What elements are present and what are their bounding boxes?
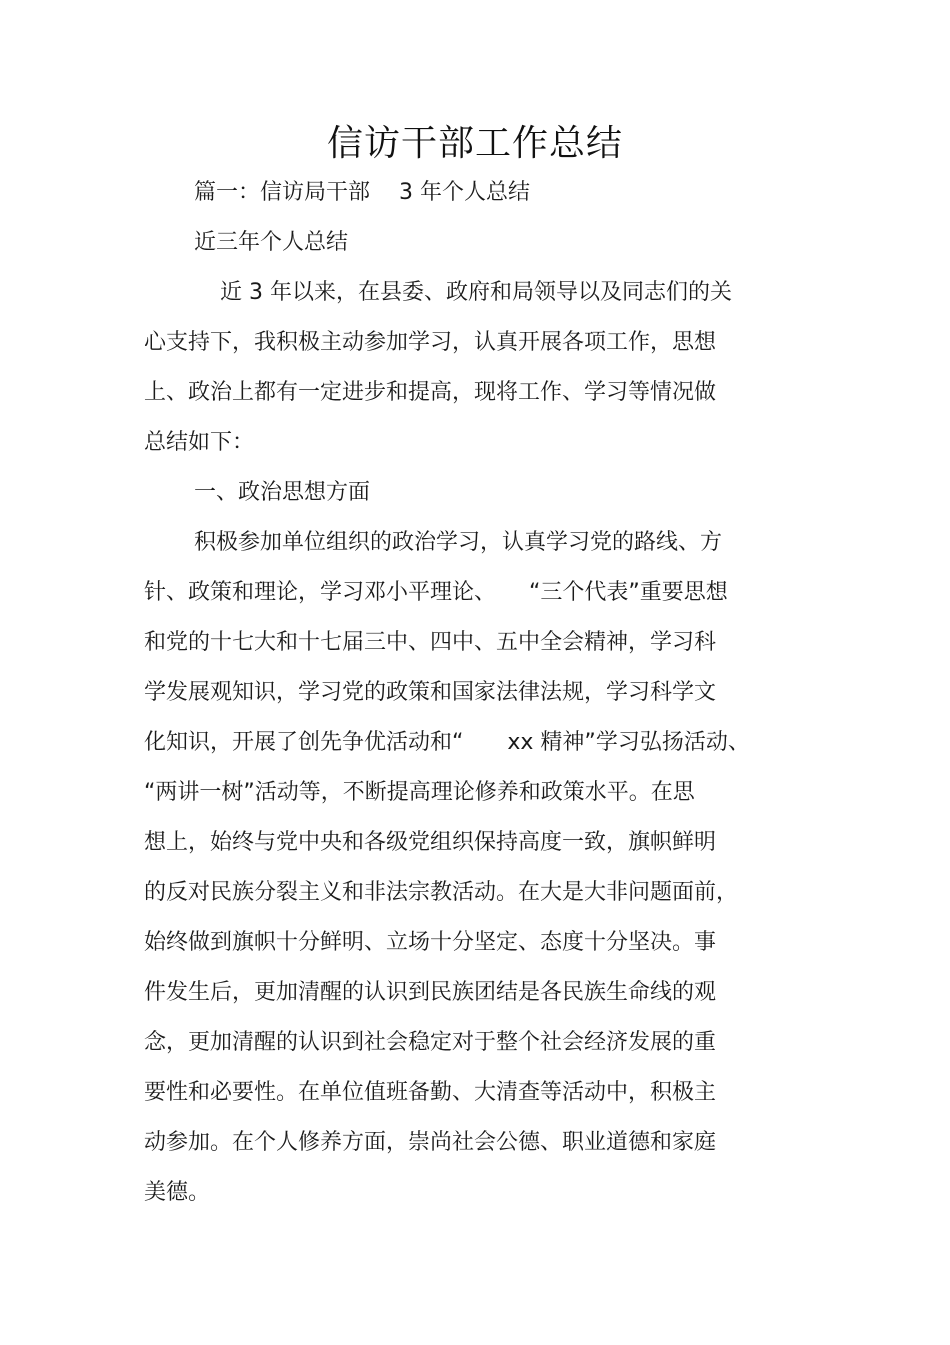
body-line: 念，更加清醒的认识到社会稳定对于整个社会经济发展的重 bbox=[144, 1030, 717, 1055]
body-line: 美德。 bbox=[144, 1180, 211, 1205]
body-line: 动参加。在个人修养方面，崇尚社会公德、职业道德和家庭 bbox=[144, 1130, 717, 1155]
body-line: 件发生后，更加清醒的认识到民族团结是各民族生命线的观 bbox=[144, 980, 717, 1005]
body-line: 的反对民族分裂主义和非法宗教活动。在大是大非问题面前， bbox=[144, 880, 739, 905]
body-line: 学发展观知识，学习党的政策和国家法律法规，学习科学文 bbox=[144, 680, 717, 705]
body-line: “两讲一树”活动等，不断提高理论修养和政策水平。在思 bbox=[144, 780, 695, 805]
body-line: 针、政策和理论，学习邓小平理论、 “三个代表”重要思想 bbox=[144, 580, 728, 605]
body-line: 始终做到旗帜十分鲜明、立场十分坚定、态度十分坚决。事 bbox=[144, 930, 717, 955]
section-heading: 近三年个人总结 bbox=[194, 230, 349, 255]
section-title: 一、政治思想方面 bbox=[194, 480, 371, 505]
body-line: 上、政治上都有一定进步和提高，现将工作、学习等情况做 bbox=[144, 380, 717, 405]
document-title: 信访干部工作总结 bbox=[326, 123, 623, 164]
body-line: 想上，始终与党中央和各级党组织保持高度一致，旗帜鲜明 bbox=[144, 830, 717, 855]
body-line: 心支持下，我积极主动参加学习，认真开展各项工作，思想 bbox=[144, 330, 717, 355]
body-line: 和党的十七大和十七届三中、四中、五中全会精神，学习科 bbox=[144, 630, 717, 655]
body-line: 化知识，开展了创先争优活动和“ xx 精神”学习弘扬活动、 bbox=[144, 730, 750, 755]
body-line: 要性和必要性。在单位值班备勤、大清查等活动中，积极主 bbox=[144, 1080, 717, 1105]
body-line: 近 3 年以来，在县委、政府和局领导以及同志们的关 bbox=[220, 280, 732, 305]
body-line: 总结如下： bbox=[144, 430, 255, 455]
subtitle: 篇一：信访局干部 3 年个人总结 bbox=[194, 180, 530, 205]
body-line: 积极参加单位组织的政治学习，认真学习党的路线、方 bbox=[194, 530, 723, 555]
